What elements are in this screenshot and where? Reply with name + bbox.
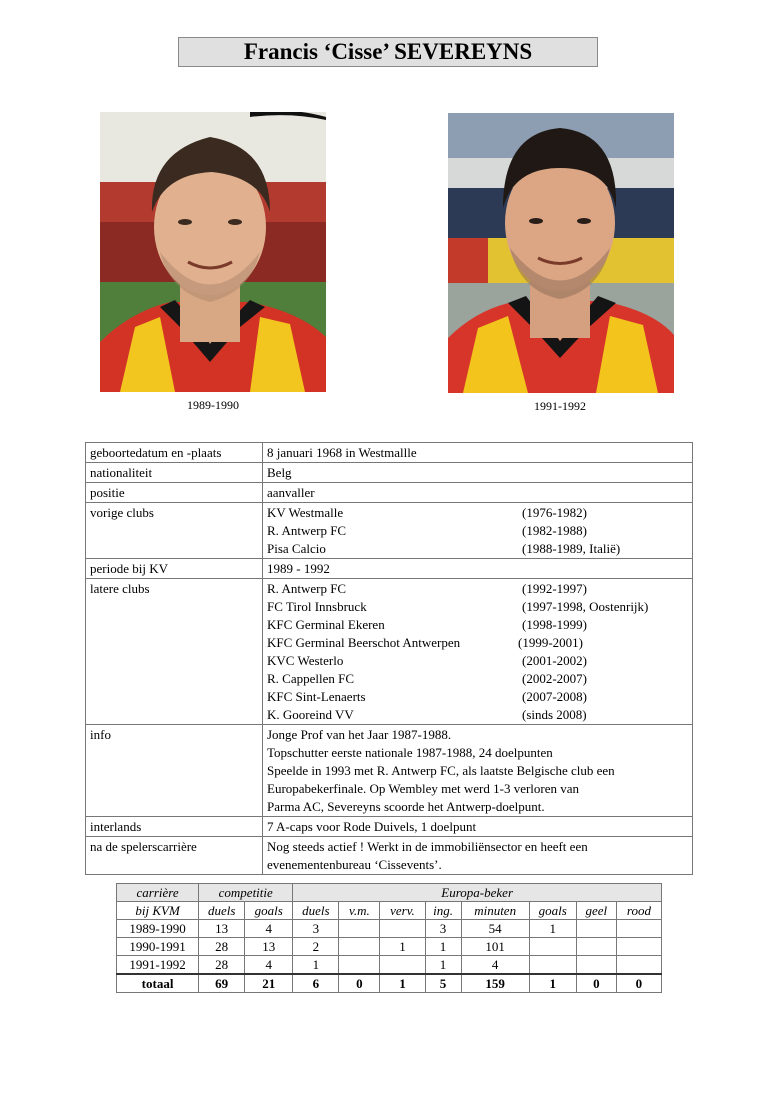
- club-item: [267, 598, 688, 616]
- caps-row: [86, 817, 693, 837]
- club-name: K. Gooreind VV: [267, 707, 354, 722]
- europe-header: Europa-beker: [293, 884, 662, 902]
- col-header: duels: [293, 902, 339, 920]
- club-name: KVC Westerlo: [267, 653, 344, 668]
- club-item: [267, 706, 688, 724]
- table-cell: [529, 938, 576, 956]
- total-cell: 0: [576, 974, 616, 993]
- info-line: Topschutter eerste nationale 1987-1988, 24 doelpunten: [267, 745, 553, 760]
- col-header: ing.: [425, 902, 461, 920]
- table-cell: [616, 920, 661, 938]
- previous-clubs-row: [86, 503, 693, 559]
- table-cell: [576, 956, 616, 975]
- previous-clubs-label: vorige clubs: [86, 503, 263, 559]
- club-years: (1982-1988): [522, 523, 587, 538]
- total-cell: 159: [461, 974, 529, 993]
- table-row: [117, 956, 662, 975]
- info-line: Jonge Prof van het Jaar 1987-1988.: [267, 727, 452, 742]
- table-cell: [616, 956, 661, 975]
- club-name: R. Antwerp FC: [267, 523, 347, 538]
- club-years: (2007-2008): [522, 689, 587, 704]
- after-career-text: [263, 837, 693, 875]
- table-cell: 1991-1992: [117, 956, 199, 975]
- club-item: [267, 540, 688, 558]
- info-text: [263, 725, 693, 817]
- col-header: minuten: [461, 902, 529, 920]
- info-line: Parma AC, Severeyns scoorde het Antwerp-doelpunt.: [267, 799, 545, 814]
- table-cell: [380, 956, 425, 975]
- stats-header-row-1: [117, 884, 662, 902]
- career-stats-table: [116, 883, 662, 993]
- previous-clubs-list: [263, 503, 693, 559]
- table-cell: 2: [293, 938, 339, 956]
- club-item: [267, 670, 688, 688]
- table-cell: 101: [461, 938, 529, 956]
- info-label: info: [86, 725, 263, 817]
- col-header: goals: [245, 902, 293, 920]
- table-cell: 3: [293, 920, 339, 938]
- after-career-line: evenementenbureau ‘Cissevents’.: [267, 857, 442, 872]
- info-line: Europabekerfinale. Op Wembley met werd 1-3 verloren van: [267, 781, 580, 796]
- competition-header: competitie: [199, 884, 293, 902]
- birth-row: [86, 443, 693, 463]
- club-item: [267, 522, 688, 540]
- total-cell: 6: [293, 974, 339, 993]
- table-cell: [576, 938, 616, 956]
- table-cell: 1: [425, 938, 461, 956]
- table-cell: 1: [425, 956, 461, 975]
- period-label: periode bij KV: [86, 559, 263, 579]
- col-header: bij KVM: [117, 902, 199, 920]
- table-cell: 4: [245, 920, 293, 938]
- col-header: v.m.: [339, 902, 380, 920]
- nationality-label: nationaliteit: [86, 463, 263, 483]
- club-item: [267, 504, 688, 522]
- table-cell: [339, 956, 380, 975]
- total-row: [117, 974, 662, 993]
- table-cell: [339, 938, 380, 956]
- table-cell: 3: [425, 920, 461, 938]
- total-cell: 5: [425, 974, 461, 993]
- club-item: [267, 580, 688, 598]
- after-career-line: Nog steeds actief ! Werkt in de immobiliënsector en heeft een: [267, 839, 588, 854]
- birth-label: geboortedatum en -plaats: [86, 443, 263, 463]
- player-photo-1991: [448, 113, 674, 393]
- table-cell: 1: [380, 938, 425, 956]
- position-value: aanvaller: [263, 483, 693, 503]
- total-cell: 0: [616, 974, 661, 993]
- total-cell: totaal: [117, 974, 199, 993]
- stats-header-row-2: [117, 902, 662, 920]
- col-header: verv.: [380, 902, 425, 920]
- col-header: duels: [199, 902, 245, 920]
- club-years: (1997-1998, Oostenrijk): [522, 599, 649, 614]
- club-years: (1988-1989, Italië): [522, 541, 621, 556]
- caps-label: interlands: [86, 817, 263, 837]
- col-header: rood: [616, 902, 661, 920]
- club-years: (sinds 2008): [522, 707, 587, 722]
- table-row: [117, 920, 662, 938]
- table-cell: 28: [199, 956, 245, 975]
- club-years: (1999-2001): [518, 635, 583, 650]
- club-item: [267, 688, 688, 706]
- later-clubs-list: [263, 579, 693, 725]
- total-cell: 0: [339, 974, 380, 993]
- total-cell: 21: [245, 974, 293, 993]
- club-name: R. Antwerp FC: [267, 581, 347, 596]
- club-item: [267, 634, 688, 652]
- table-cell: 4: [245, 956, 293, 975]
- club-item: [267, 652, 688, 670]
- club-years: (2002-2007): [522, 671, 587, 686]
- table-cell: 1: [293, 956, 339, 975]
- table-cell: [339, 920, 380, 938]
- table-cell: [616, 938, 661, 956]
- photo-caption-1: 1989-1990: [187, 398, 239, 412]
- table-cell: 13: [199, 920, 245, 938]
- club-years: (1998-1999): [522, 617, 587, 632]
- club-name: R. Cappellen FC: [267, 671, 355, 686]
- club-name: KFC Sint-Lenaerts: [267, 689, 366, 704]
- club-name: Pisa Calcio: [267, 541, 326, 556]
- player-photo-1989: [100, 112, 326, 392]
- later-clubs-row: [86, 579, 693, 725]
- table-cell: 1989-1990: [117, 920, 199, 938]
- after-career-row: [86, 837, 693, 875]
- table-cell: 28: [199, 938, 245, 956]
- table-cell: [576, 920, 616, 938]
- table-row: [117, 938, 662, 956]
- career-header: carrière: [117, 884, 199, 902]
- info-row: [86, 725, 693, 817]
- table-cell: [380, 920, 425, 938]
- total-cell: 69: [199, 974, 245, 993]
- caps-value: 7 A-caps voor Rode Duivels, 1 doelpunt: [263, 817, 693, 837]
- period-value: 1989 - 1992: [263, 559, 693, 579]
- club-name: KFC Germinal Beerschot Antwerpen: [267, 635, 461, 650]
- later-clubs-label: latere clubs: [86, 579, 263, 725]
- table-cell: [529, 956, 576, 975]
- club-name: KFC Germinal Ekeren: [267, 617, 385, 632]
- club-item: [267, 616, 688, 634]
- table-cell: 13: [245, 938, 293, 956]
- player-info-table: [85, 442, 693, 875]
- birth-value: 8 januari 1968 in Westmallle: [263, 443, 693, 463]
- club-years: (1992-1997): [522, 581, 587, 596]
- page-title: Francis ‘Cisse’ SEVEREYNS: [178, 37, 598, 67]
- total-cell: 1: [529, 974, 576, 993]
- club-years: (2001-2002): [522, 653, 587, 668]
- position-row: [86, 483, 693, 503]
- photo-caption-2: 1991-1992: [534, 399, 586, 413]
- col-header: goals: [529, 902, 576, 920]
- col-header: geel: [576, 902, 616, 920]
- table-cell: 54: [461, 920, 529, 938]
- club-years: (1976-1982): [522, 505, 587, 520]
- after-career-label: na de spelerscarrière: [86, 837, 263, 875]
- table-cell: 1: [529, 920, 576, 938]
- nationality-row: [86, 463, 693, 483]
- total-cell: 1: [380, 974, 425, 993]
- club-name: FC Tirol Innsbruck: [267, 599, 367, 614]
- table-cell: 1990-1991: [117, 938, 199, 956]
- nationality-value: Belg: [263, 463, 693, 483]
- period-row: [86, 559, 693, 579]
- info-line: Speelde in 1993 met R. Antwerp FC, als laatste Belgische club een: [267, 763, 615, 778]
- club-name: KV Westmalle: [267, 505, 344, 520]
- table-cell: 4: [461, 956, 529, 975]
- position-label: positie: [86, 483, 263, 503]
